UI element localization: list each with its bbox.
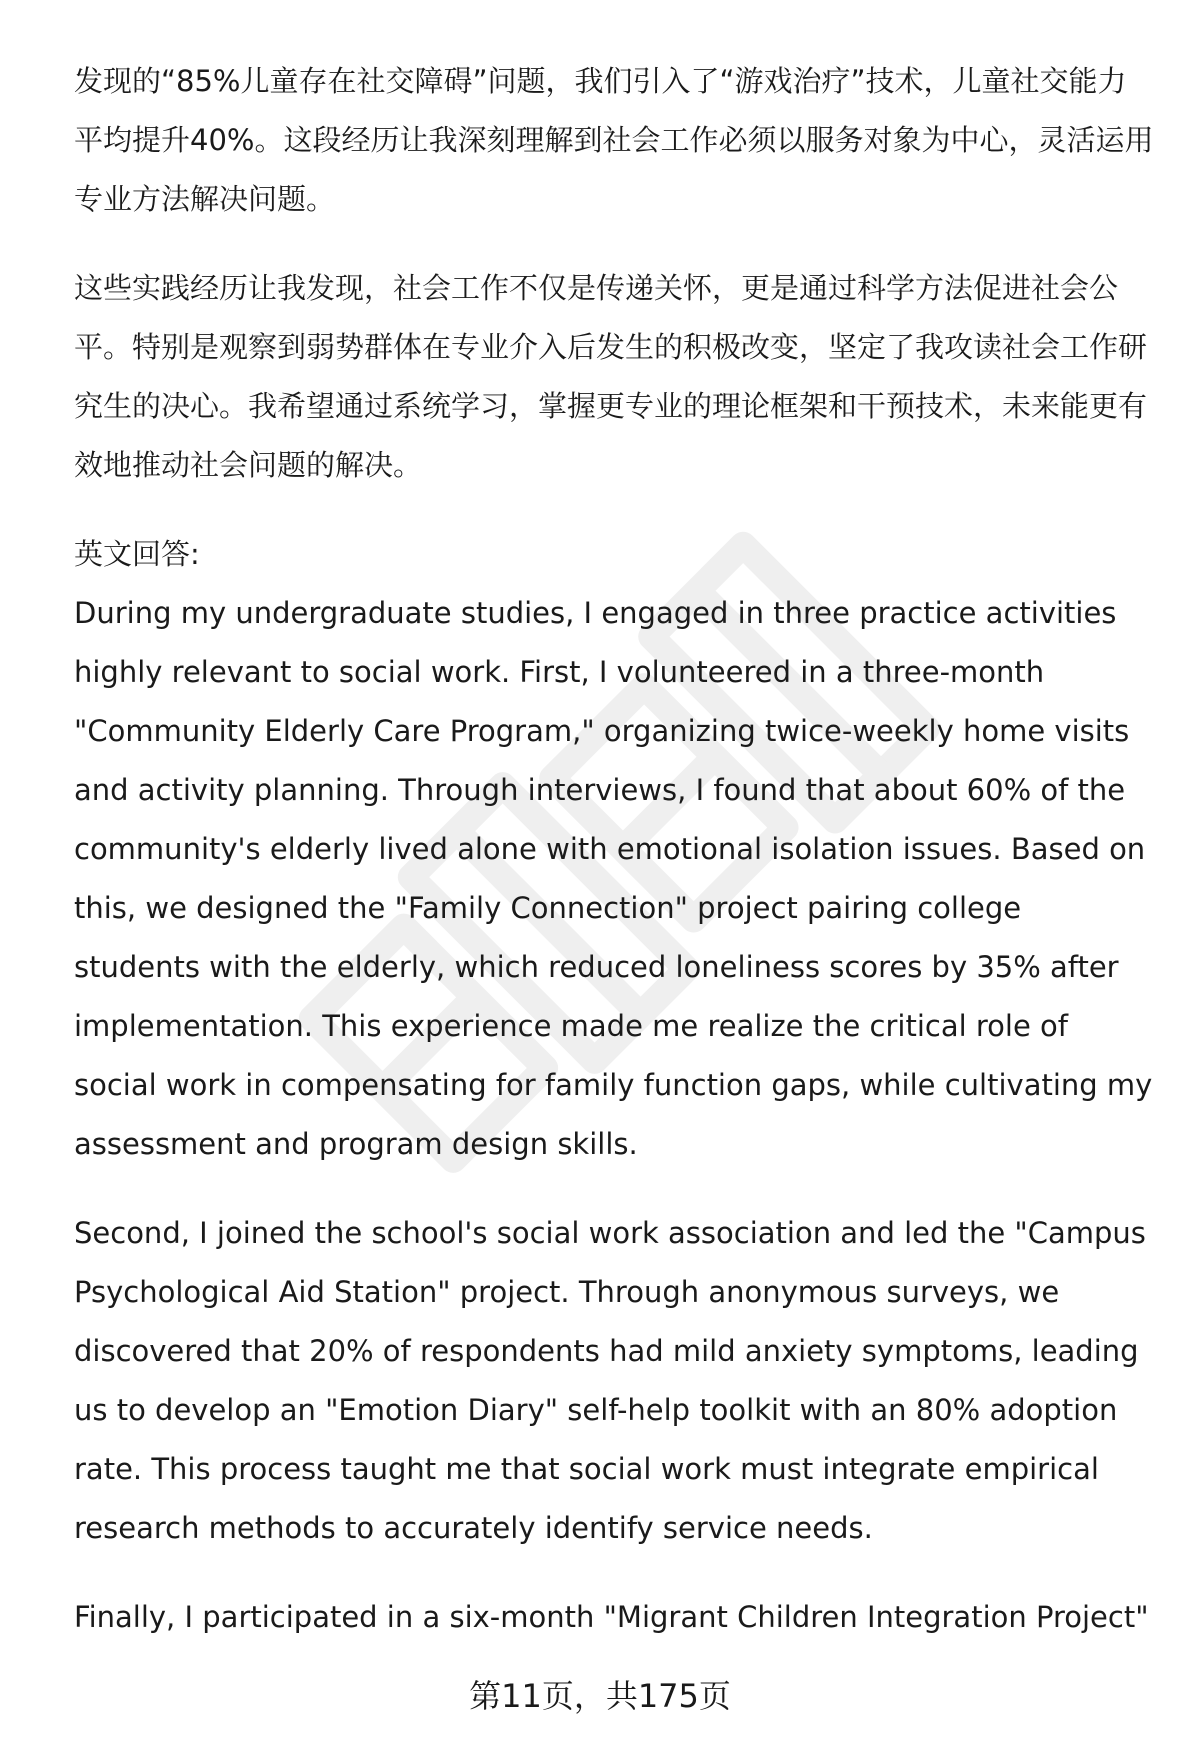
document-body xyxy=(74,52,1154,1647)
paragraph-cn-2: 这些实践经历让我发现，社会工作不仅是传递关怀，更是通过科学方法促进社会公平。特别是观察到弱势群体在专业介入后发生的积极改变，坚定了我攻读社会工作研究生的决心。我希望通过系统学习，掌握更专业的理论框架和干预技术，未来能更有效地推动社会问题的解决。 xyxy=(74,271,1148,482)
paragraph-en-2: Second, I joined the school's social work association and led the "Campus Psychological Aid Station" project. Through anonymous surveys, we discovered that 20% of respondents had mild anxiety symptoms, leading us to develop an "Emotion Diary" self-help toolkit with an 80% adoption rate. This process taught me that social work must integrate empirical research methods to accurately identify service needs. xyxy=(74,1216,1146,1545)
paragraph-cn-1: 发现的“85%儿童存在社交障碍”问题，我们引入了“游戏治疗”技术，儿童社交能力平均提升40%。这段经历让我深刻理解到社会工作必须以服务对象为中心，灵活运用专业方法解决问题。 xyxy=(74,64,1154,216)
paragraph-en-3: Finally, I participated in a six-month "Migrant Children Integration Project" xyxy=(74,1600,1149,1634)
english-answer-heading: 英文回答: xyxy=(74,537,200,571)
page-number: 第11页，共175页 xyxy=(469,1677,731,1715)
paragraph-en-1: During my undergraduate studies, I engaged in three practice activities highly relevant to social work. First, I volunteered in a three-month "Community Elderly Care Program," organizing twice-weekly home visits and activity planning. Through interviews, I found that about 60% of the community's elderly lived alone with emotional isolation issues. Based on this, we designed the "Family Connection" project pairing college students with the elderly, which reduced loneliness scores by 35% after implementation. This experience made me realize the critical role of social work in compensating for family function gaps, while cultivating my assessment and program design skills. xyxy=(74,596,1153,1161)
